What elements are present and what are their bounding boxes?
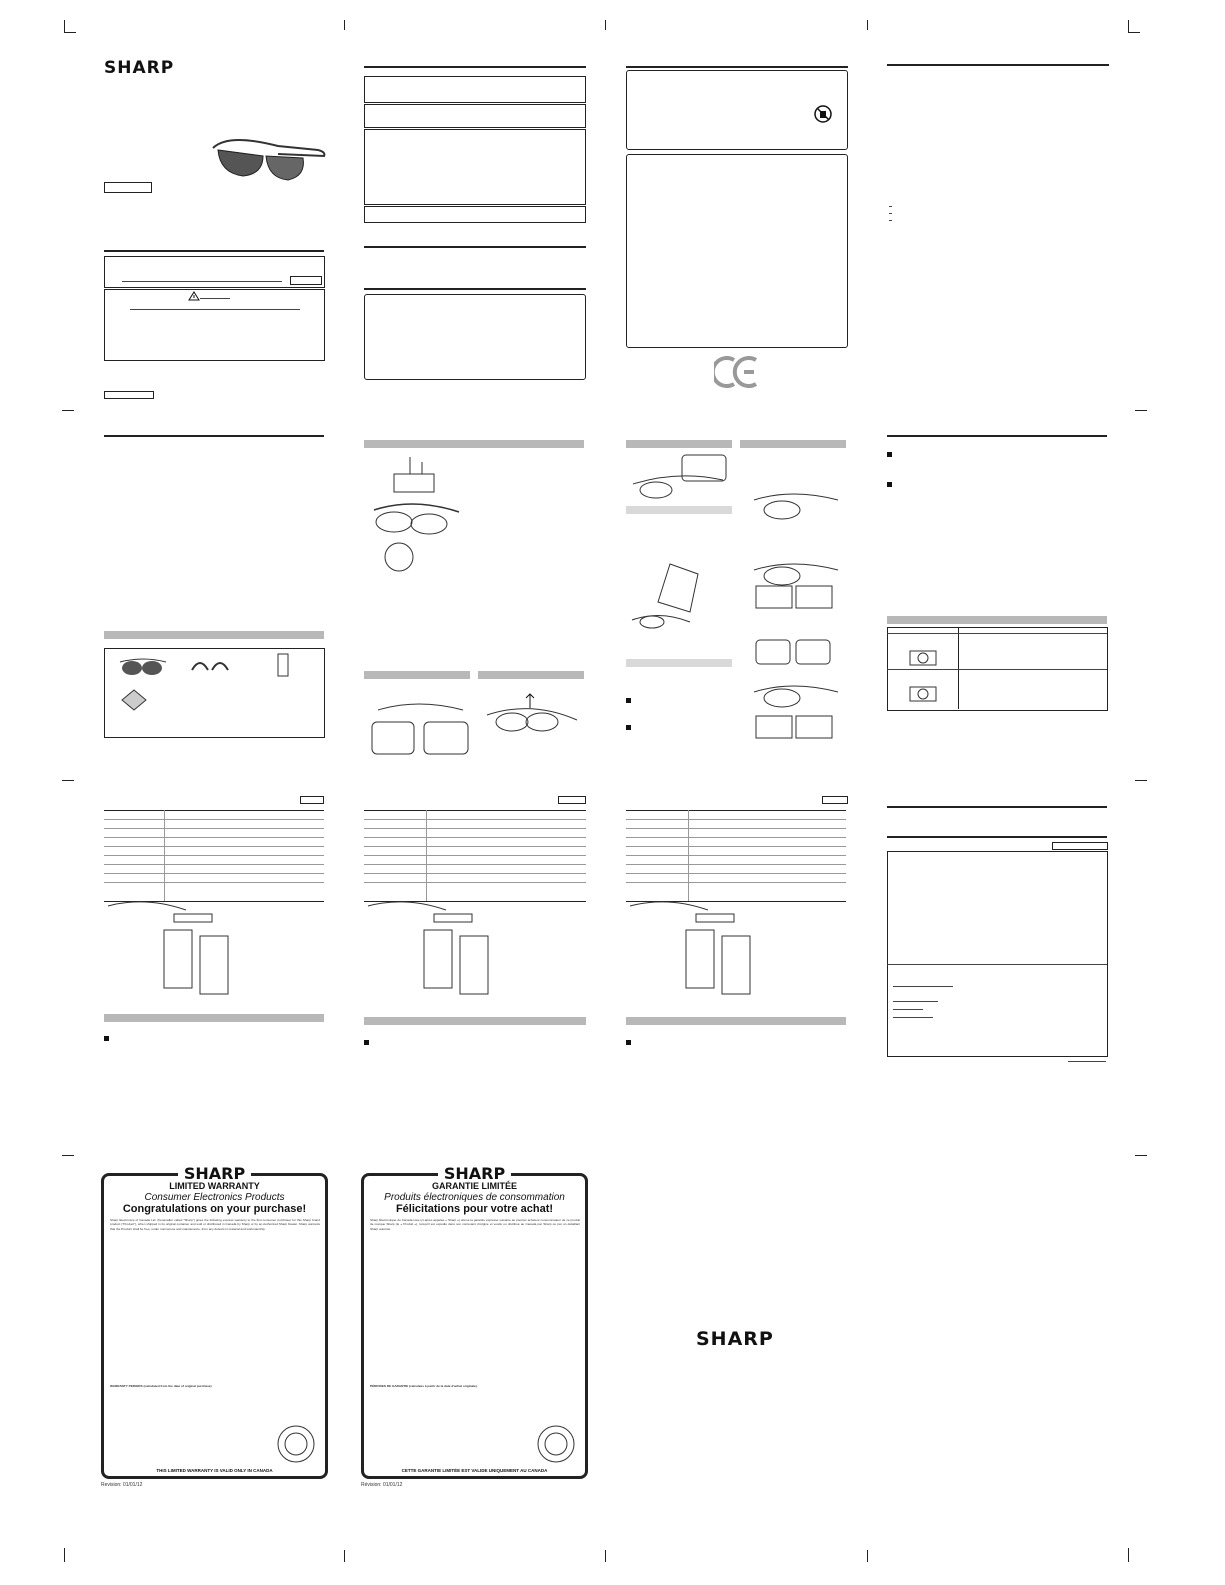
warranty-body: Sharp Électronique du Canada Ltée (ci-après appelée « Sharp ») donne la garantie expresse suivante au premier acheteur consommateur de ce produit de marque Sharp (le « Produit »), lorsqu'il est expédié dans son contenant d'origine et vendu ou distribué au Canada par Sharp ou par un détaillant Sharp autorisé. <box>370 1218 580 1231</box>
model-label <box>104 182 152 193</box>
dimension-diagram <box>106 896 246 996</box>
attach-diagram <box>482 690 582 740</box>
bullet <box>626 725 631 730</box>
owner-record-box <box>887 851 1108 1057</box>
warranty-body: Sharp Electronics of Canada Ltd. (hereinafter called "Sharp") gives the following express warranty to the first consumer purchaser for this Sharp brand product ("Product"), when shipped in its original container and sold or distributed in Canada by Sharp or by an Authorized Sharp Dealer. Sharp warrants that the Product shall be free, under normal use and maintenance, from any defects in material and workmanship. <box>110 1218 320 1231</box>
crop-mark <box>64 1548 65 1562</box>
ce-mark-icon <box>714 356 760 388</box>
caution-label <box>290 276 322 285</box>
no-disposal-icon <box>814 105 832 123</box>
divider <box>200 298 230 299</box>
divider <box>130 309 300 310</box>
pouch-image <box>276 652 290 678</box>
notice-box <box>364 104 586 128</box>
section-rule <box>887 836 1107 838</box>
notice-box <box>626 154 848 348</box>
language-tab <box>300 796 324 804</box>
warranty-footer: CETTE GARANTIE LIMITÉE EST VALIDE UNIQUEMENT AU CANADA <box>401 1468 548 1473</box>
divider <box>122 281 282 282</box>
crop-mark <box>64 32 76 33</box>
section-header-bar <box>104 1014 324 1022</box>
crop-mark <box>344 20 345 30</box>
bullet <box>626 698 631 703</box>
form-line <box>893 1017 933 1018</box>
section-rule <box>364 246 586 248</box>
warranty-congrats: Félicitations pour votre achat! <box>395 1203 554 1215</box>
crop-mark <box>62 1155 74 1156</box>
form-line <box>893 1001 938 1002</box>
crop-mark <box>1128 20 1129 32</box>
glasses-diagram <box>364 452 484 582</box>
notice-box <box>364 129 586 205</box>
list-marker <box>889 206 892 207</box>
spec-table <box>364 810 586 902</box>
section-header-bar <box>626 440 732 448</box>
glasses-image <box>118 654 168 678</box>
list-marker <box>889 220 892 221</box>
power-button-diagram <box>628 450 728 502</box>
warranty-card-en <box>101 1164 328 1479</box>
form-line <box>1068 1061 1106 1062</box>
list-marker <box>889 213 892 214</box>
info-box <box>364 294 586 380</box>
crop-mark <box>605 20 606 30</box>
tv-diagram <box>630 560 700 632</box>
warranty-title: GARANTIE LIMITÉE <box>432 1181 517 1191</box>
crop-mark <box>605 1550 606 1562</box>
table-divider <box>887 633 1107 634</box>
service-seal-icon <box>534 1424 578 1464</box>
crop-mark <box>1135 410 1147 411</box>
bullet <box>887 482 892 487</box>
section-rule <box>104 250 324 252</box>
language-tab <box>822 796 848 804</box>
section-header-bar <box>364 1017 586 1025</box>
section-rule <box>887 64 1109 66</box>
bullet <box>887 452 892 457</box>
section-rule <box>887 806 1107 808</box>
section-rule <box>887 435 1107 437</box>
divider <box>887 964 1107 965</box>
section-header-bar <box>104 631 324 639</box>
table-divider <box>887 669 1107 670</box>
crop-mark <box>62 780 74 781</box>
cloth-image <box>120 688 148 712</box>
section-header-bar <box>364 671 470 679</box>
crop-mark <box>1135 780 1147 781</box>
warranty-title: LIMITED WARRANTY <box>169 1181 260 1191</box>
table-divider <box>958 627 959 709</box>
warning-box <box>104 289 325 361</box>
crop-mark <box>1128 32 1140 33</box>
crop-mark <box>62 410 74 411</box>
section-rule <box>364 66 586 68</box>
warranty-footer: THIS LIMITED WARRANTY IS VALID ONLY IN CANADA <box>156 1468 273 1473</box>
revision-label: Révision: 01/01/12 <box>361 1482 403 1488</box>
form-line <box>893 986 953 987</box>
warranty-periods-label: PÉRIODES DE GARANTIE (calculées à partir de la date d'achat originale) <box>370 1384 477 1388</box>
form-line <box>893 1009 923 1010</box>
section-rule <box>626 66 848 68</box>
warranty-card-fr <box>361 1164 588 1479</box>
brand-logo: SHARP <box>104 58 175 78</box>
label-box <box>104 391 154 399</box>
section-header-bar <box>364 440 584 448</box>
warranty-subtitle: Produits électroniques de consommation <box>384 1192 565 1203</box>
section-rule <box>104 435 324 437</box>
smiley-icon <box>909 650 937 666</box>
warranty-brand-logo: SHARP <box>364 1164 585 1183</box>
spec-table <box>626 810 846 902</box>
nose-pad-diagram <box>368 690 472 760</box>
crop-mark <box>867 1550 868 1562</box>
notice-box <box>364 76 586 103</box>
notice-box <box>364 206 586 223</box>
crop-mark <box>867 20 868 30</box>
spec-table <box>104 810 324 902</box>
warning-triangle-icon <box>188 291 200 301</box>
crop-mark <box>1135 1155 1147 1156</box>
smiley-icon <box>909 686 937 702</box>
section-header-bar <box>626 506 732 514</box>
revision-label: Revision: 01/01/12 <box>101 1482 143 1488</box>
battery-diagram <box>752 484 840 742</box>
warranty-periods-label: WARRANTY PERIODS (calculated from the date of original purchase) <box>110 1384 212 1388</box>
bullet <box>364 1040 369 1045</box>
section-header-bar <box>740 440 846 448</box>
section-header-bar <box>478 671 584 679</box>
nose-pad-image <box>190 654 230 674</box>
crop-mark <box>64 20 65 32</box>
crop-mark <box>344 1550 345 1562</box>
dimension-diagram <box>628 896 768 996</box>
section-header-bar <box>626 1017 846 1025</box>
warranty-brand-logo: SHARP <box>104 1164 325 1183</box>
crop-mark <box>1128 1548 1129 1562</box>
glasses-image <box>208 128 328 188</box>
dimension-diagram <box>366 896 506 996</box>
language-tab <box>558 796 586 804</box>
warranty-subtitle: Consumer Electronics Products <box>144 1192 285 1203</box>
bullet <box>104 1036 109 1041</box>
warranty-congrats: Congratulations on your purchase! <box>122 1203 307 1215</box>
label-box <box>1052 842 1108 850</box>
section-header-bar <box>887 616 1107 624</box>
service-seal-icon <box>274 1424 318 1464</box>
section-rule <box>364 288 586 290</box>
section-header-bar <box>626 659 732 667</box>
bullet <box>626 1040 631 1045</box>
back-brand-logo: SHARP <box>696 1328 774 1350</box>
